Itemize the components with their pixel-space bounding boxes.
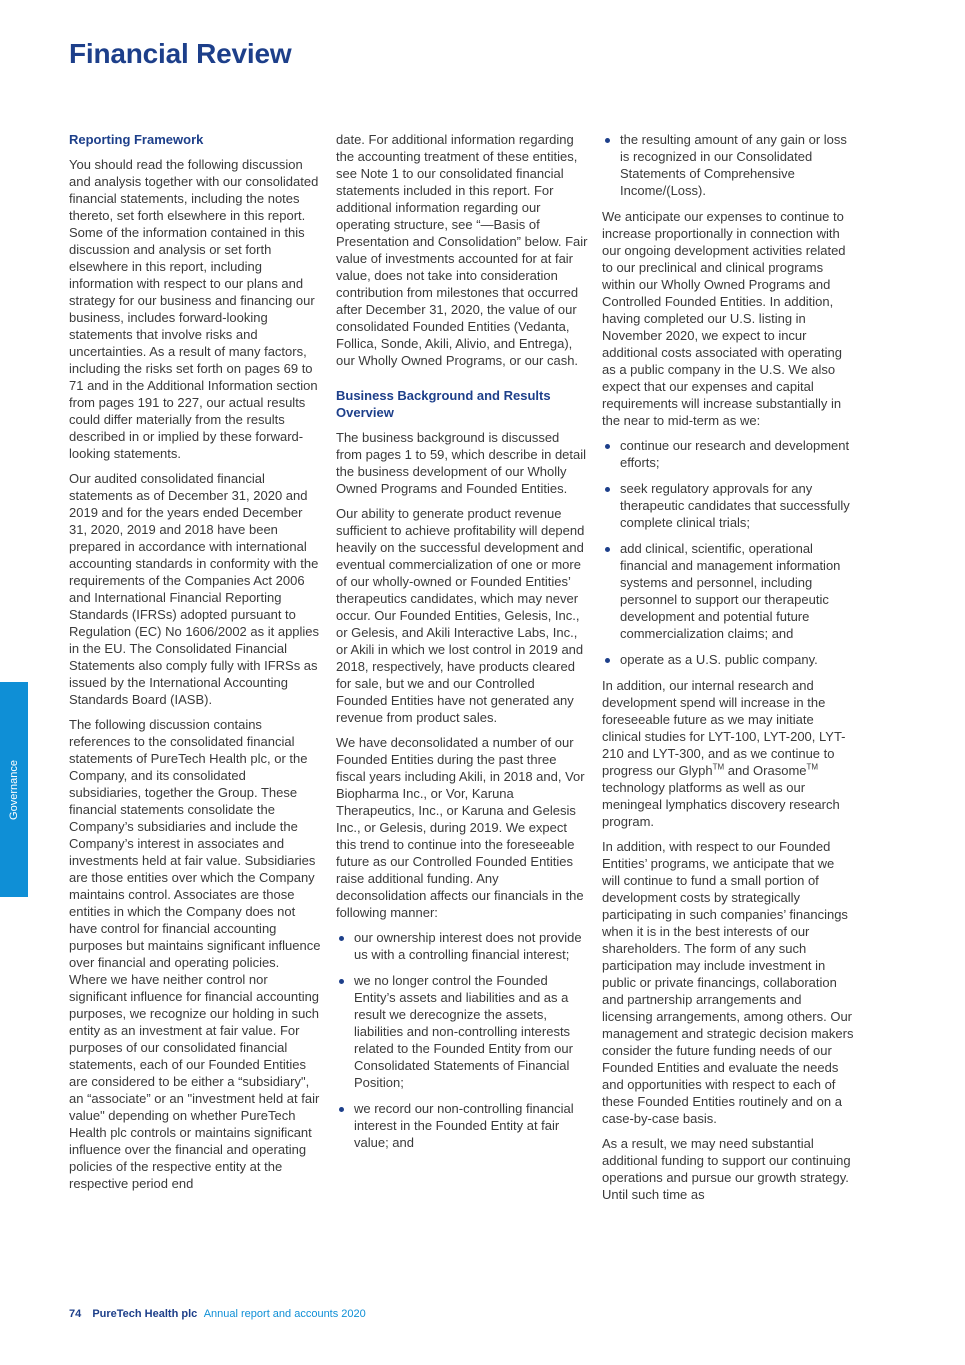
list-item: seek regulatory approvals for any therapeutic candidates that successfully complete clinical trials; bbox=[602, 480, 854, 531]
paragraph: You should read the following discussion and analysis together with our consolidated financial statements, including the notes thereto, set forth elsewhere in this report. Some of the information contained in this discussion and analysis or set forth elsewhere in this report, including information with respect to our plans and strategy for our business and financing our business, includes forward-looking statements that involve risks and uncertainties. As a result of many factors, including the risks set forth on pages 69 to 71 and in the Additional Information section from pages 191 to 227, our actual results could differ materially from the results described in or implied by these forward-looking statements. bbox=[69, 157, 319, 461]
page-footer bbox=[69, 1308, 366, 1320]
paragraph: date. For additional information regarding the accounting treatment of these entities, see Note 1 to our consolidated financial statements included in this report. For additional information regarding our operating structure, see “—Basis of Presentation and Consolidation” below. Fair value of investments accounted for at fair value, does not take into consideration contribution from milestones that occurred after December 31, 2020, the value of our consolidated Founded Entities (Vedanta, Follica, Sonde, Akili, Alivio, and Entrega), our Wholly Owned Programs, or our cash. bbox=[336, 132, 588, 368]
text-run: technology platforms as well as our meningeal lymphatics discovery research program. bbox=[602, 780, 840, 829]
paragraph: The business background is discussed from pages 1 to 59, which describe in detail the business development of our Wholly Owned Programs and Founded Entities. bbox=[336, 430, 587, 496]
list-item: we record our non-controlling financial interest in the Founded Entity at fair value; and bbox=[336, 1100, 588, 1151]
paragraph: In addition, with respect to our Founded Entities’ programs, we anticipate that we will continue to fund a small portion of development costs by strategically participating in such companies’ financings when it is in the best interests of our shareholders. The form of any such participation may include investment in public or private financings, collaboration and partnership arrangements and licensing arrangements, among others. Our management and strategic decision makers consider the future funding needs of our Founded Entities and evaluate the needs and opportunities with respect to each of these Founded Entities routinely and on a case-by-case basis. bbox=[602, 839, 854, 1126]
column-2 bbox=[336, 131, 588, 1160]
list-item: continue our research and development efforts; bbox=[602, 437, 854, 471]
paragraph: We have deconsolidated a number of our Founded Entities during the past three fiscal years including Akili, in 2018 and, Vor Biopharma Inc., or Vor, Karuna Therapeutics, Inc., or Karuna and Gelesis Inc., or Gelesis, during 2019. We expect this trend to continue into the foreseeable future as our Controlled Founded Entities raise additional funding. Any deconsolidation affects our financials in the following manner: bbox=[336, 735, 585, 920]
paragraph: The following discussion contains references to the consolidated financial statements of PureTech Health plc, or the Company, and its consolidated subsidiaries, together the Group. These financial statements consolidate the Company’s subsidiaries and include the Company’s interest in associates and investments held at fair value. Subsidiaries are those entities over which the Company maintains control. Associates are those entities in which the Company does not have control for financial accounting purposes but maintains significant influence over financial and operating policies. Where we have neither control nor significant influence for financial accounting purposes, we recognize our holding in such entity as an investment at fair value. For purposes of our consolidated financial statements, each of our Founded Entities are considered to be either a “subsidiary", an “associate” or an "investment held at fair value" depending on whether PureTech Health plc controls or maintains significant influence over the financial and operating policies of the respective entity at the respective period end bbox=[69, 717, 321, 1191]
list-item: we no longer control the Founded Entity’s assets and liabilities and as a result we derecognize the assets, liabilities and non-controlling interests related to the Founded Entity from our Consolidated Statements of Financial Position; bbox=[336, 972, 588, 1091]
list-item: operate as a U.S. public company. bbox=[602, 651, 854, 668]
list-item: the resulting amount of any gain or loss is recognized in our Consolidated Statements of Comprehensive Income/(Loss). bbox=[602, 131, 854, 199]
list-item: add clinical, scientific, operational financial and management information systems and personnel, including personnel to support our therapeutic development and potential future commercialization claims; and bbox=[602, 540, 854, 642]
paragraph bbox=[602, 677, 854, 830]
bullet-list bbox=[602, 131, 854, 199]
section-heading-business-background: Business Background and Results Overview bbox=[336, 388, 551, 420]
section-side-tab bbox=[0, 682, 28, 897]
column-3 bbox=[602, 131, 854, 1211]
column-1 bbox=[69, 131, 321, 1200]
bullet-list bbox=[336, 929, 588, 1151]
list-item: our ownership interest does not provide us with a controlling financial interest; bbox=[336, 929, 588, 963]
trademark-mark: TM bbox=[712, 762, 725, 772]
footer-report-title: Annual report and accounts 2020 bbox=[203, 1308, 366, 1320]
trademark-mark: TM bbox=[806, 762, 819, 772]
paragraph: As a result, we may need substantial additional funding to support our continuing operations and pursue our growth strategy. Until such time as bbox=[602, 1136, 851, 1202]
page-title: Financial Review bbox=[69, 38, 292, 69]
bullet-list bbox=[602, 437, 854, 668]
side-tab-label: Governance bbox=[8, 759, 20, 820]
section-heading-reporting-framework: Reporting Framework bbox=[69, 132, 204, 147]
paragraph: We anticipate our expenses to continue to increase proportionally in connection with our ongoing development activities related to our preclinical and clinical programs within our Wholly Owned Programs and Controlled Founded Entities. In addition, having completed our U.S. listing in November 2020, we expect to incur additional costs associated with operating as a public company in the U.S. We also expect that our expenses and capital requirements will increase substantially in the near to mid-term as we: bbox=[602, 209, 846, 428]
paragraph: Our ability to generate product revenue sufficient to achieve profitability will depend heavily on the successful development and eventual commercialization of one or more of our wholly-owned or Founded Entities’ therapeutics candidates, which may never occur. Our Founded Entities, Gelesis, Inc., or Gelesis, and Akili Interactive Labs, Inc., or Akili in which we lost control in 2019 and 2018, respectively, have products cleared for sale, but we and our Controlled Founded Entities have not generated any revenue from product sales. bbox=[336, 506, 585, 725]
page-number: 74 bbox=[69, 1308, 82, 1320]
text-run: In addition, our internal research and development spend will increase in the foreseeable future as we may initiate clinical studies for LYT-100, LYT-200, LYT-210 and LYT-300, and as we continue to progress our Glyph bbox=[602, 678, 846, 778]
footer-company: PureTech Health plc bbox=[92, 1308, 198, 1320]
text-run: and Orasome bbox=[724, 763, 807, 778]
paragraph: Our audited consolidated financial statements as of December 31, 2020 and 2019 and for the years ended December 31, 2020, 2019 and 2018 have been prepared in accordance with international accounting standards in conformity with the requirements of the Companies Act 2006 and International Financial Reporting Standards (IFRSs) adopted pursuant to Regulation (EC) No 1606/2002 as it applies in the EU. The Consolidated Financial Statements also comply fully with IFRSs as issued by the International Accounting Standards Board (IASB). bbox=[69, 471, 320, 707]
